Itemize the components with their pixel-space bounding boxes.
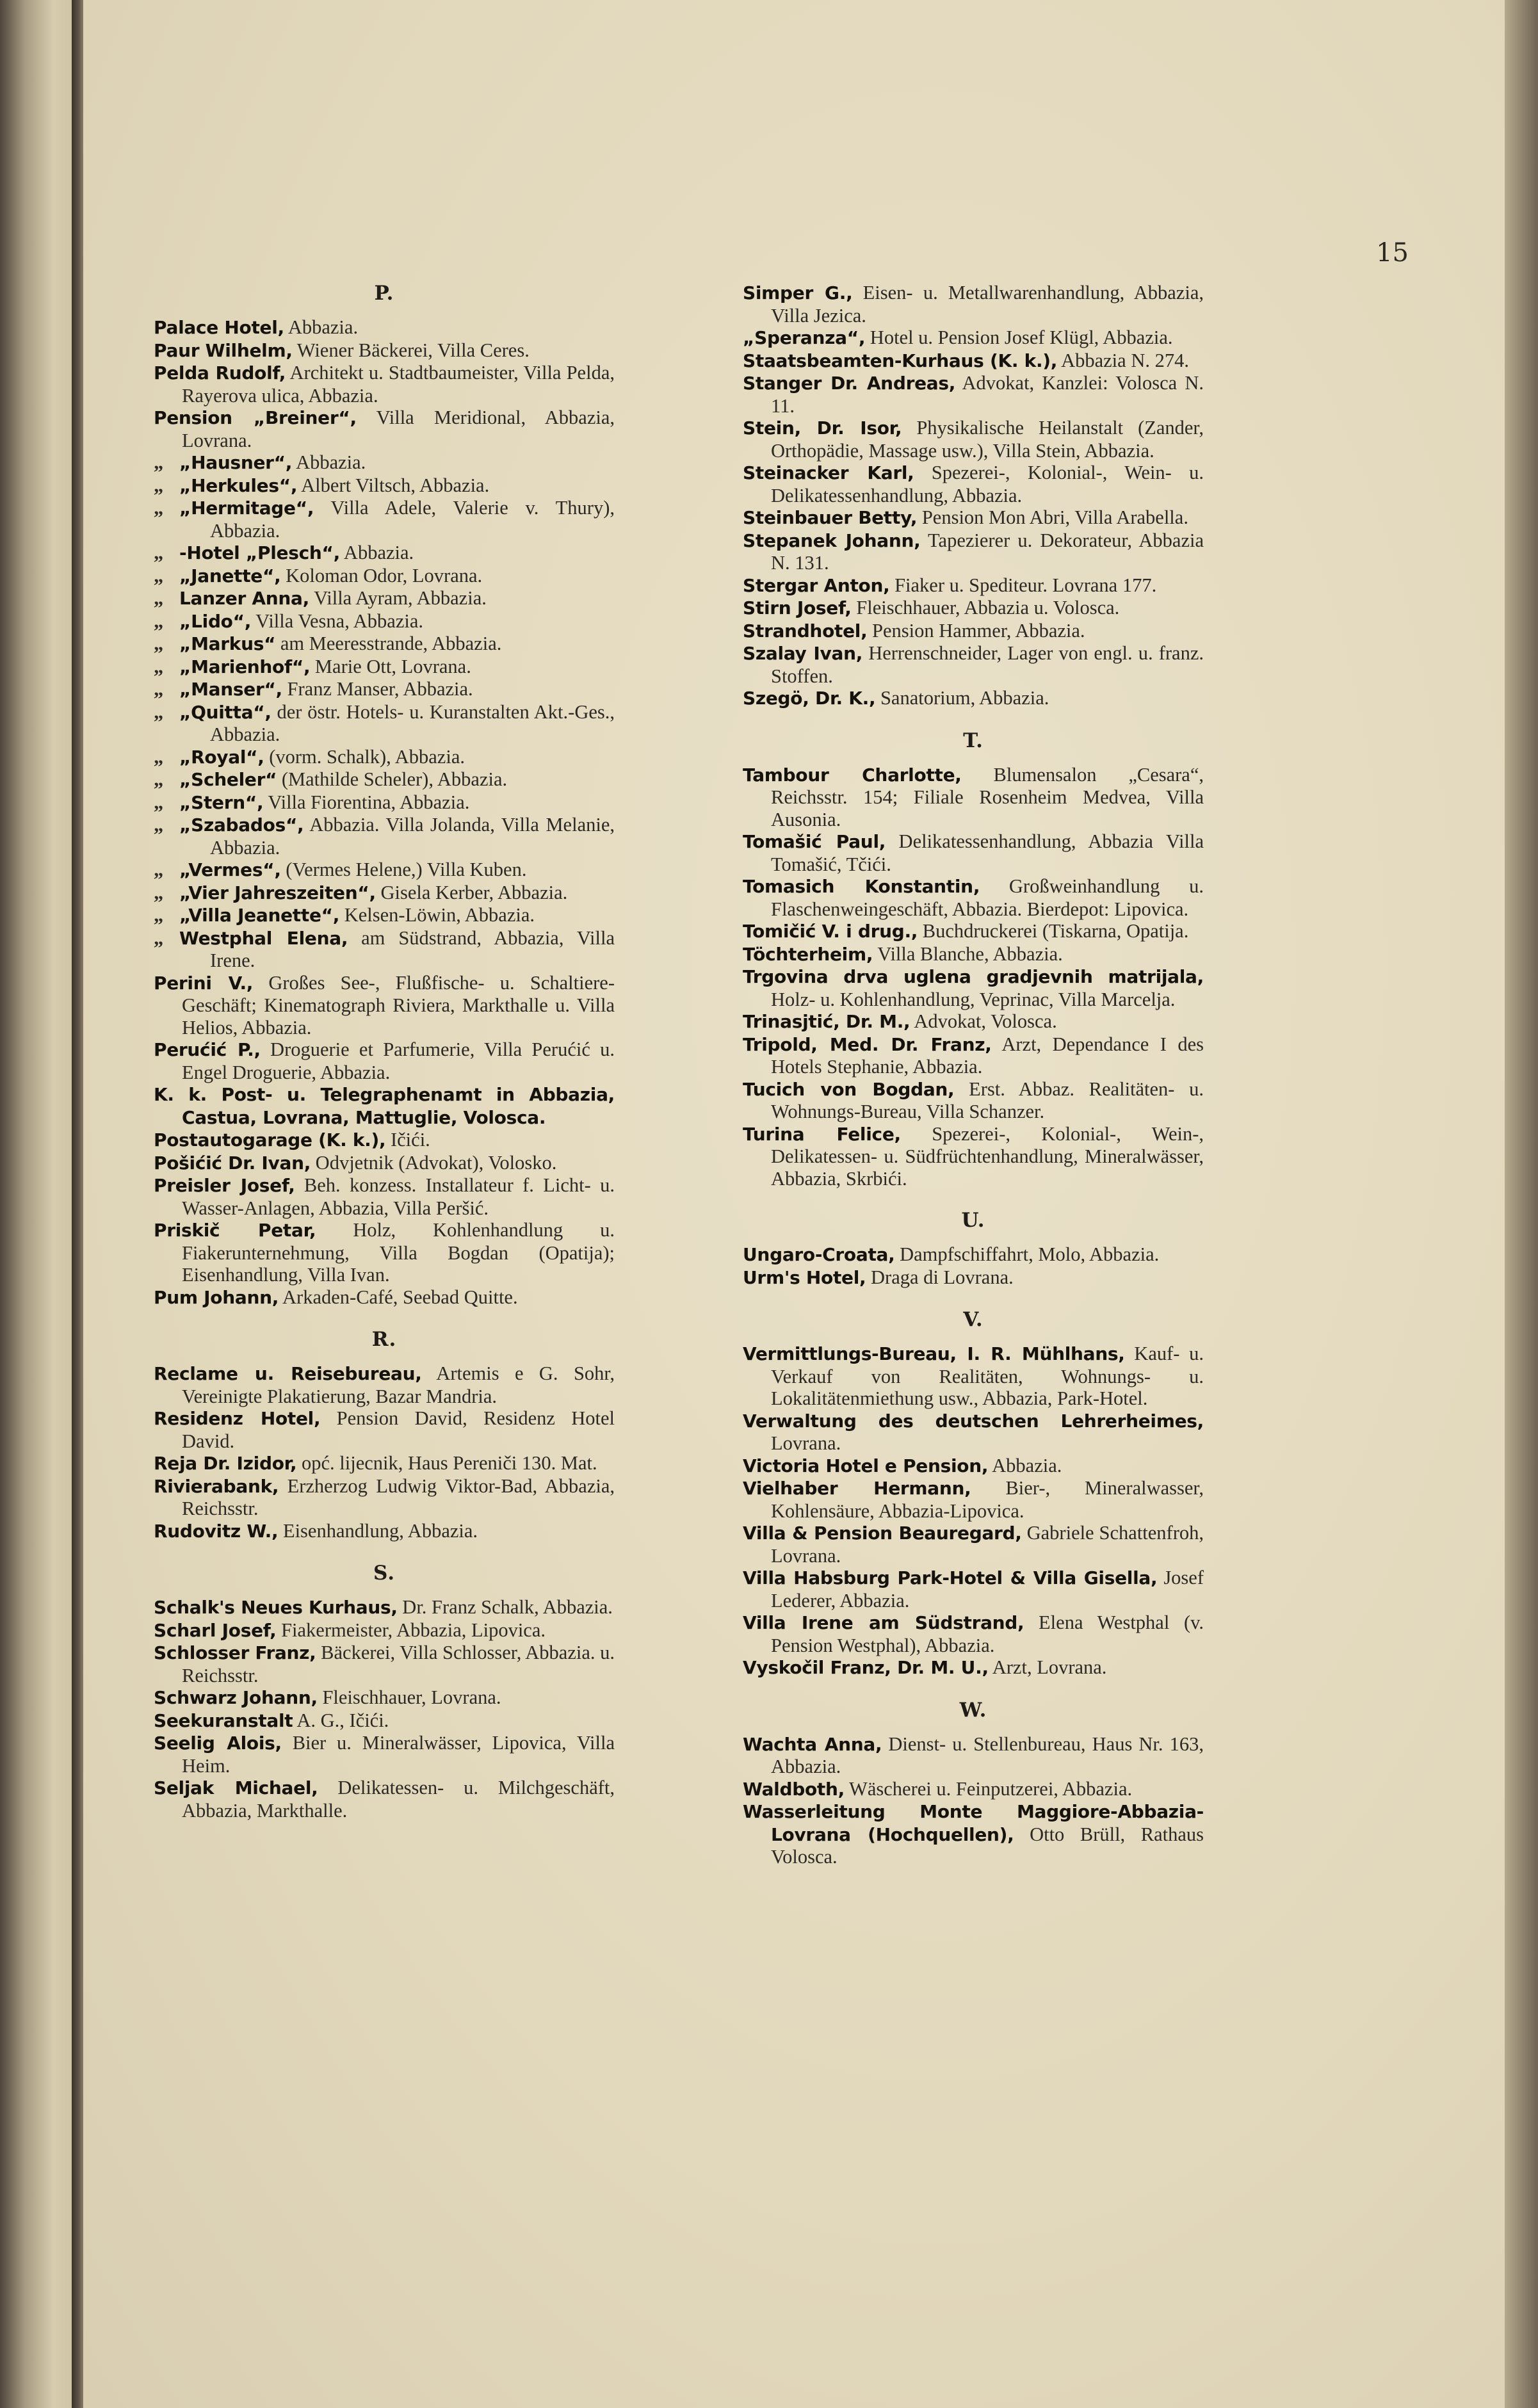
directory-entry [743,1410,1204,1455]
entry-description: Dienst- u. Stellenbureau, Haus Nr. 163, Abbazia. [771,1733,1204,1777]
directory-entry [154,633,615,656]
entry-description: Kelsen-Löwin, Abbazia. [344,904,535,926]
entry-description: (vorm. Schalk), Abbazia. [269,745,465,768]
entry-description: Pension Hammer, Abbazia. [872,619,1085,642]
directory-entry [743,1567,1204,1612]
section-letter: S. [373,1562,396,1585]
entry-name: Seekuranstalt [154,1709,293,1731]
entry-name: Rivierabank, [154,1475,279,1497]
entry-description: Spezerei-, Kolonial-, Wein-, Delikatessen- u. Südfrüchtenhandlung, Mineralwässer, Abbazia, Skrbići. [771,1122,1204,1190]
entry-description: Villa Vesna, Abbazia. [255,610,424,632]
directory-entry [154,1686,615,1709]
section-letter: W. [959,1698,987,1722]
entry-description: A. G., Ičići. [296,1709,389,1731]
entry-description: Abbazia. [296,451,366,473]
entry-description: Abbazia. Villa Jolanda, Villa Melanie, Abbazia. [210,814,615,859]
entry-name: Villa Irene am Südstrand, [743,1612,1024,1633]
entry-name: Tucich von Bogdan, [743,1078,955,1100]
directory-entry [154,1407,615,1452]
directory-entry [743,506,1204,529]
entry-description: Abbazia. [992,1454,1062,1476]
directory-entry [743,1343,1204,1410]
entry-name: „Stern“, [179,791,264,813]
entry-description: Erst. Abbaz. Realitäten- u. Wohnungs-Bureau, Villa Schanzer. [771,1078,1204,1122]
entry-name: Residenz Hotel, [154,1408,321,1429]
entry-description: Buchdruckerei (Tiskarna, Opatija. [922,920,1189,942]
entry-description: Gabriele Schattenfroh, Lovrana. [771,1522,1204,1567]
entry-name: Paur Wilhelm, [154,339,293,361]
entry-name: Postautogarage (K. k.), [154,1129,386,1151]
entry-name: Urm's Hotel, [743,1266,866,1288]
ditto-mark: „ [154,859,164,880]
page-edge-shadow [1505,0,1538,2408]
directory-entry [743,875,1204,920]
entry-description: Erzherzog Ludwig Viktor-Bad, Abbazia, Reichsstr. [182,1475,615,1519]
directory-entry [743,1078,1204,1123]
ditto-mark: „ [154,904,164,926]
entry-name: Trgovina drva uglena gradjevnih matrijala, [743,966,1204,987]
entry-name: Palace Hotel, [154,317,284,338]
entry-name: Perini V., [154,972,254,994]
directory-entry [743,1266,1204,1289]
entry-name: Trinasjtić, Dr. M., [743,1011,911,1032]
entry-name: Seljak Michael, [154,1777,318,1798]
entry-name: Wasserleitung Monte Maggiore-Abbazia-Lovrana (Hochquellen), [743,1801,1204,1845]
entry-description: Großes See-, Flußfische- u. Schaltiere-Geschäft; Kinematograph Riviera, Markthalle u. Villa Helios, Abbazia. [182,971,615,1038]
entry-name: „Royal“, [179,746,264,768]
entry-description: Franz Manser, Abbazia. [287,678,473,700]
directory-entry [154,1619,615,1642]
entry-name: „Janette“, [179,565,281,586]
directory-entry [154,678,615,701]
entry-name: Strandhotel, [743,620,868,642]
entry-name: Stepanek Johann, [743,529,921,551]
entry-name: Tomasich Konstantin, [743,876,980,897]
entry-name: „Villa Jeanette“, [179,905,340,926]
directory-entry [154,927,615,972]
entry-description: Tapezierer u. Dekorateur, Abbazia N. 131. [771,529,1204,574]
entry-description: Fleischhauer, Lovrana. [322,1686,501,1708]
entry-description: Koloman Odor, Lovrana. [286,564,483,586]
directory-entry [743,529,1204,574]
directory-entry [743,966,1204,1010]
directory-entry [743,597,1204,620]
ditto-mark: „ [154,655,164,677]
ditto-mark: „ [154,768,164,790]
entry-name: „Vier Jahreszeiten“, [179,882,376,903]
ditto-mark: „ [154,610,164,632]
directory-entry [743,574,1204,597]
directory-entry [154,1596,615,1619]
ditto-mark: „ [154,745,164,768]
entry-description: Droguerie et Parfumerie, Villa Perućić u. Engel Droguerie, Abbazia. [182,1038,615,1083]
entry-description: Villa Ayram, Abbazia. [314,587,487,609]
directory-entry [154,587,615,610]
directory-entry [154,882,615,905]
entry-description: Blumensalon „Cesara“, Reichsstr. 154; Filiale Rosenheim Medvea, Villa Ausonia. [771,763,1204,830]
entry-description: Odvjetnik (Advokat), Volosko. [315,1151,557,1174]
entry-description: Villa Adele, Valerie v. Thury), Abbazia. [210,497,615,542]
entry-name: „Manser“, [179,679,282,700]
ditto-mark: „ [154,497,164,519]
entry-name: Priskič Petar, [154,1220,316,1241]
ditto-mark: „ [154,587,164,609]
directory-entry [154,814,615,859]
entry-name: Reclame u. Reisebureau, [154,1363,422,1384]
directory-entry [154,1732,615,1777]
entry-name: Stanger Dr. Andreas, [743,373,956,394]
entry-description: am Südstrand, Abbazia, Villa Irene. [210,926,615,971]
entry-description: Dampfschiffahrt, Molo, Abbazia. [900,1243,1160,1265]
entry-name: Villa Habsburg Park-Hotel & Villa Gisella, [743,1567,1158,1588]
directory-entry [743,462,1204,506]
directory-entry [743,1243,1204,1266]
entry-name: Töchterheim, [743,943,873,965]
entry-description: Architekt u. Stadtbaumeister, Villa Pelda, Rayerova ulica, Abbazia. [182,362,615,407]
directory-entry [154,362,615,407]
directory-entry [154,1777,615,1822]
right-column [743,282,1204,1868]
entry-name: Tambour Charlotte, [743,764,962,786]
directory-entry [743,620,1204,643]
directory-entry [743,1477,1204,1522]
entry-name: Szegö, Dr. K., [743,688,876,709]
entry-name: Schwarz Johann, [154,1687,318,1708]
entry-name: Preisler Josef, [154,1175,295,1196]
entry-name: „Hermitage“, [179,497,314,519]
entry-name: Reja Dr. Izidor, [154,1453,297,1474]
directory-entry [154,1174,615,1219]
directory-entry [743,687,1204,710]
entry-name: Ungaro-Croata, [743,1244,895,1265]
entry-name: „Quitta“, [179,701,271,723]
entry-description: Holz- u. Kohlenhandlung, Veprinac, Villa Marcelja. [771,988,1176,1010]
entry-description: Hotel u. Pension Josef Klügl, Abbazia. [870,327,1173,348]
entry-description: (Mathilde Scheler), Abbazia. [281,768,508,790]
entry-description: Ičići. [390,1129,430,1151]
entry-description: Artemis e G. Sohr, Vereinigte Plakatierung, Bazar Mandria. [182,1362,615,1407]
directory-entry [154,451,615,474]
entry-name: Turina Felice, [743,1123,901,1145]
entry-description: Pension Mon Abri, Villa Arabella. [921,506,1188,528]
directory-entry [154,497,615,542]
entry-name: Tripold, Med. Dr. Franz, [743,1033,992,1055]
entry-name: Victoria Hotel e Pension, [743,1455,989,1476]
directory-entry [743,350,1204,373]
entry-name: Seelig Alois, [154,1733,282,1754]
ditto-mark: „ [154,451,164,473]
page-number: 15 [1376,238,1409,268]
entry-name: Vyskočil Franz, Dr. M. U., [743,1657,989,1678]
entry-description: Bier-, Mineralwasser, Kohlensäure, Abbazia-Lipovica. [771,1477,1204,1522]
entry-description: Villa Fiorentina, Abbazia. [268,791,470,813]
entry-description: Josef Lederer, Abbazia. [771,1567,1204,1612]
directory-entry [154,768,615,791]
directory-entry [154,1475,615,1520]
entry-name: „Szabados“, [179,814,304,836]
directory-entry [743,282,1204,327]
entry-name: Steinbauer Betty, [743,507,918,528]
entry-description: am Meeresstrande, Abbazia. [280,633,502,654]
entry-name: „Speranza“, [743,327,866,348]
entry-name: -Hotel „Plesch“, [179,542,340,563]
directory-entry [154,904,615,927]
directory-entry [154,1286,615,1309]
entry-name: Vermittlungs-Bureau, I. R. Mühlhans, [743,1343,1125,1364]
entry-name: Pum Johann, [154,1286,279,1308]
ditto-mark: „ [154,791,164,813]
directory-entry [743,1123,1204,1190]
entry-name: Tomičić V. i drug., [743,921,918,942]
entry-name: Simper G., [743,282,853,303]
entry-description: Abbazia. [287,316,359,338]
directory-entry [743,1522,1204,1567]
directory-entry [154,859,615,882]
directory-entry [743,1010,1204,1033]
entry-name: Rudovitz W., [154,1520,279,1542]
directory-entry [154,1083,615,1129]
entry-description: Lovrana. [771,1432,841,1454]
directory-entry [154,407,615,451]
entry-name: „Lido“, [179,610,252,632]
entry-description: Dr. Franz Schalk, Abbazia. [402,1596,613,1618]
entry-description: Pension David, Residenz Hotel David. [182,1407,615,1452]
section-letter: P. [374,282,394,305]
entry-description: Wäscherei u. Feinputzerei, Abbazia. [849,1777,1133,1800]
directory-entry [154,1520,615,1543]
entry-name: Waldboth, [743,1778,845,1800]
entry-description: Delikatessen- u. Milchgeschäft, Abbazia, Markthalle. [182,1777,615,1822]
section-letter: T. [963,729,984,752]
entry-description: Villa Meridional, Abbazia, Lovrana. [182,407,615,451]
entry-name: Steinacker Karl, [743,462,914,483]
entry-description: Eisenhandlung, Abbazia. [282,1519,478,1542]
directory-entry [743,830,1204,875]
entry-description: Sanatorium, Abbazia. [880,687,1049,709]
entry-description: Advokat, Volosca. [914,1010,1057,1032]
directory-entry [154,339,615,362]
directory-entry [154,701,615,746]
entry-description: Delikatessenhandlung, Abbazia Villa Tomašić, Tčići. [771,830,1204,875]
section-letter: R. [371,1328,397,1351]
entry-description: Holz, Kohlenhandlung u. Fiakerunternehmung, Villa Bogdan (Opatija); Eisenhandlung, Villa Ivan. [182,1219,615,1286]
ditto-mark: „ [154,814,164,836]
entry-name: „Markus“ [179,633,276,654]
adjacent-page-edge [0,0,72,2408]
ditto-mark: „ [154,564,164,586]
entry-description: opć. lijecnik, Haus Pereniči 130. Mat. [301,1452,597,1474]
ditto-mark: „ [154,678,164,700]
directory-entry [743,1656,1204,1679]
entry-name: Westphal Elena, [179,927,348,949]
entry-name: „Marienhof“, [179,656,311,677]
entry-description: Arzt, Lovrana. [992,1656,1107,1678]
entry-description: Großweinhandlung u. Flaschenweingeschäft, Abbazia. Bierdepot: Lipovica. [771,875,1204,920]
entry-name: Stirn Josef, [743,597,852,618]
entry-name: Perućić P., [154,1039,261,1060]
entry-description: Herrenschneider, Lager von engl. u. franz. Stoffen. [771,642,1204,687]
entry-description: Wiener Bäckerei, Villa Ceres. [296,339,530,361]
directory-entry [743,417,1204,462]
entry-description: Marie Ott, Lovrana. [314,655,471,677]
entry-description: Fleischhauer, Abbazia u. Volosca. [856,597,1120,618]
entry-description: (Vermes Helene,) Villa Kuben. [286,859,527,880]
entry-description: Bäckerei, Villa Schlosser, Abbazia. u. Reichsstr. [182,1642,615,1686]
directory-entry [154,474,615,497]
entry-description: Fiaker u. Spediteur. Lovrana 177. [894,574,1157,596]
entry-description: Physikalische Heilanstalt (Zander, Orthopädie, Massage usw.), Villa Stein, Abbazia. [771,417,1204,462]
entry-description: Beh. konzess. Installateur f. Licht- u. Wasser-Anlagen, Abbazia, Villa Peršić. [182,1174,615,1219]
directory-entry [743,920,1204,943]
entry-name: „Scheler“ [179,769,277,790]
entry-description: Eisen- u. Metallwarenhandlung, Abbazia, Villa Jezica. [771,282,1204,327]
entry-description: Arzt, Dependance I des Hotels Stephanie, Abbazia. [771,1033,1204,1078]
ditto-mark: „ [154,633,164,654]
directory-entry [743,642,1204,687]
directory-entry [154,542,615,565]
directory-entry [154,656,615,679]
ditto-mark: „ [154,700,164,723]
directory-entry [154,1152,615,1175]
entry-name: Staatsbeamten-Kurhaus (K. k.), [743,350,1058,371]
directory-entry [743,1033,1204,1078]
ditto-mark: „ [154,926,164,949]
section-letter: V. [963,1308,984,1331]
entry-name: Pension „Breiner“, [154,407,357,428]
entry-name: Schalk's Neues Kurhaus, [154,1597,398,1618]
entry-name: Schlosser Franz, [154,1642,316,1663]
section-letter: U. [961,1209,985,1232]
directory-entry [743,1455,1204,1478]
entry-name: Verwaltung des deutschen Lehrerheimes, [743,1410,1204,1432]
ditto-mark: „ [154,474,164,496]
entry-name: „Herkules“, [179,474,298,496]
entry-description: Spezerei-, Kolonial-, Wein- u. Delikatessenhandlung, Abbazia. [771,462,1204,506]
directory-entry [743,1778,1204,1801]
entry-description: Advokat, Kanzlei: Volosca N. 11. [771,372,1204,417]
entry-name: Szalay Ivan, [743,643,863,664]
directory-entry [154,1452,615,1475]
entry-name: „Hausner“, [179,452,293,473]
directory-entry [154,1709,615,1733]
entry-description: Villa Blanche, Abbazia. [877,942,1063,965]
entry-name: Scharl Josef, [154,1619,277,1641]
book-gutter [72,0,83,2408]
entry-name: Pelda Rudolf, [154,362,286,384]
entry-name: Villa & Pension Beauregard, [743,1523,1022,1544]
directory-entry [743,327,1204,350]
entry-name: Stein, Dr. Isor, [743,417,902,439]
directory-entry [154,565,615,588]
entry-description: Draga di Lovrana. [871,1266,1014,1288]
directory-entry [154,746,615,769]
entry-description: Fiakermeister, Abbazia, Lipovica. [281,1619,546,1641]
directory-entry [743,764,1204,831]
directory-entry [743,372,1204,417]
entry-name: „Vermes“, [179,859,281,880]
ditto-mark: „ [154,881,164,903]
entry-description: Albert Viltsch, Abbazia. [301,474,490,496]
entry-description: Otto Brüll, Rathaus Volosca. [771,1823,1204,1868]
entry-description: Kauf- u. Verkauf von Realitäten, Wohnungs- u. Lokalitätenmiethung usw., Abbazia, Park-Hotel. [771,1343,1204,1409]
directory-entry [154,1129,615,1152]
entry-description: Arkaden-Café, Seebad Quitte. [282,1286,518,1308]
entry-name: K. k. Post- u. Telegraphenamt in Abbazia, Castua, Lovrana, Mattuglie, Volosca. [154,1084,615,1128]
entry-description: Abbazia. [343,542,414,563]
directory-entry [154,1362,615,1407]
entry-name: Pošićić Dr. Ivan, [154,1152,311,1174]
entry-description: der östr. Hotels- u. Kuranstalten Akt.-Ges., Abbazia. [210,700,615,745]
directory-entry [743,943,1204,966]
entry-name: Wachta Anna, [743,1733,882,1755]
entry-name: Tomašić Paul, [743,831,886,852]
directory-entry [154,610,615,633]
entry-name: Stergar Anton, [743,574,890,596]
entry-description: Abbazia N. 274. [1061,349,1189,371]
directory-entry [154,791,615,814]
entry-description: Bier u. Mineralwässer, Lipovica, Villa Heim. [182,1732,615,1777]
directory-entry [154,316,615,339]
left-column [154,282,615,1822]
directory-entry [743,1800,1204,1868]
entry-name: Lanzer Anna, [179,588,309,609]
ditto-mark: „ [154,542,164,563]
directory-entry [154,1038,615,1083]
entry-description: Gisela Kerber, Abbazia. [380,881,568,903]
directory-entry [154,1642,615,1686]
entry-description: Elena Westphal (v. Pension Westphal), Abbazia. [771,1612,1204,1656]
entry-name: Vielhaber Hermann, [743,1478,971,1499]
directory-entry [154,972,615,1039]
directory-entry [743,1612,1204,1656]
directory-entry [743,1733,1204,1778]
directory-entry [154,1219,615,1286]
